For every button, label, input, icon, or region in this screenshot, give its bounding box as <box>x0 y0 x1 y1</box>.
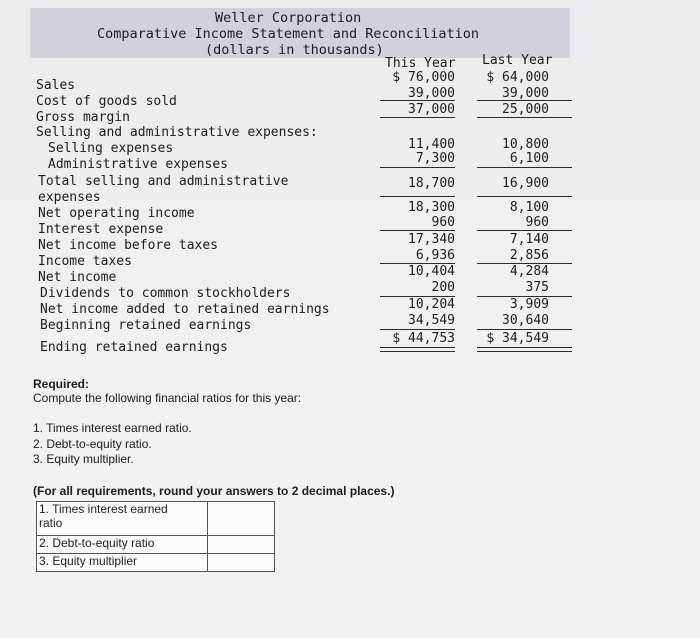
last-year-value: 6,100 <box>509 151 549 166</box>
row-label: Selling expenses <box>48 141 174 156</box>
this-year-value: 17,340 <box>408 232 455 247</box>
rounding-note: (For all requirements, round your answers to 2 decimal places.) <box>33 484 395 498</box>
this-year-value: 37,000 <box>408 102 455 117</box>
double-rule-this-ending <box>380 347 455 352</box>
rule-this-dividends <box>380 296 455 297</box>
rule-last-dividends <box>477 296 572 297</box>
row-label: Total selling and administrative <box>38 174 289 189</box>
required-item-3: 3. Equity multiplier. <box>33 452 134 466</box>
debt-to-equity-input[interactable] <box>208 536 275 554</box>
answer-label-line1: 1. Times interest earned <box>39 502 168 516</box>
times-interest-earned-input[interactable] <box>208 502 275 536</box>
last-year-value: 960 <box>525 215 549 230</box>
answer-label-debt-to-equity: 2. Debt-to-equity ratio <box>37 536 208 554</box>
rule-this-total <box>380 196 455 197</box>
last-year-value: 25,000 <box>502 102 549 117</box>
this-year-value: 6,936 <box>415 248 455 263</box>
company-name: Weller Corporation <box>215 10 362 26</box>
required-item-2: 2. Debt-to-equity ratio. <box>33 437 152 451</box>
this-year-value: 34,549 <box>408 313 455 328</box>
last-year-value: $ 64,000 <box>486 70 549 85</box>
rule-this-cogs <box>380 100 455 101</box>
row-label: Net income before taxes <box>38 238 219 253</box>
rule-this-admin <box>380 167 455 168</box>
this-year-value: 11,400 <box>408 137 455 152</box>
answer-row-times-interest <box>37 502 275 536</box>
row-label: expenses <box>38 190 101 205</box>
required-instruction: Compute the following financial ratios for this year: <box>33 391 302 405</box>
last-year-value: 7,140 <box>509 232 549 247</box>
this-year-value: $ 44,753 <box>392 331 455 346</box>
rule-last-interest <box>477 230 572 231</box>
row-label: Net income <box>38 270 117 285</box>
answer-row-debt-to-equity <box>37 536 275 554</box>
row-label: Dividends to common stockholders <box>40 286 291 301</box>
this-year-value: 18,300 <box>408 200 455 215</box>
this-year-value: 10,404 <box>408 264 455 279</box>
row-label: Beginning retained earnings <box>40 318 252 333</box>
answer-label-times-interest <box>37 502 208 536</box>
last-year-value: 3,909 <box>509 297 549 312</box>
row-label: Gross margin <box>36 110 130 125</box>
last-year-value: 39,000 <box>502 86 549 101</box>
last-year-value: 375 <box>525 280 549 295</box>
row-label: Selling and administrative expenses: <box>36 125 318 140</box>
rule-this-beginning <box>380 329 455 330</box>
answer-row-equity-multiplier <box>37 554 275 572</box>
column-header-this-year: This Year <box>385 56 456 71</box>
row-label: Net income added to retained earnings <box>40 302 330 317</box>
rule-this-interest <box>380 230 455 231</box>
this-year-value: 10,204 <box>408 297 455 312</box>
rule-last-cogs <box>477 100 572 101</box>
row-label: Net operating income <box>38 206 195 221</box>
this-year-value: 960 <box>431 215 455 230</box>
last-year-value: 10,800 <box>502 137 549 152</box>
this-year-value: 7,300 <box>415 151 455 166</box>
rule-last-admin <box>477 167 572 168</box>
double-rule-last-ending <box>477 347 572 352</box>
last-year-value: $ 34,549 <box>486 331 549 346</box>
row-label: Administrative expenses <box>48 157 229 172</box>
this-year-value: 200 <box>431 280 455 295</box>
row-label: Ending retained earnings <box>40 340 228 355</box>
this-year-value: $ 76,000 <box>392 70 455 85</box>
units-note: (dollars in thousands) <box>205 42 384 58</box>
last-year-value: 8,100 <box>509 200 549 215</box>
last-year-value: 4,284 <box>509 264 549 279</box>
this-year-value: 39,000 <box>408 86 455 101</box>
row-label: Interest expense <box>38 222 164 237</box>
required-item-1: 1. Times interest earned ratio. <box>33 421 192 435</box>
rule-last-total <box>477 196 572 197</box>
answer-label-line2: ratio <box>39 516 63 530</box>
last-year-value: 2,856 <box>509 248 549 263</box>
row-label: Income taxes <box>38 254 132 269</box>
this-year-value: 18,700 <box>408 176 455 191</box>
last-year-value: 30,640 <box>502 313 549 328</box>
rule-last-taxes <box>477 263 572 264</box>
column-header-last-year: Last Year <box>482 53 553 68</box>
rule-this-gross <box>380 117 455 118</box>
rule-this-taxes <box>380 263 455 264</box>
equity-multiplier-input[interactable] <box>208 554 275 572</box>
statement-title: Comparative Income Statement and Reconciliation <box>97 26 480 42</box>
rule-last-beginning <box>477 329 572 330</box>
answer-table <box>36 501 275 573</box>
row-label: Sales <box>36 78 76 93</box>
rule-last-gross <box>477 117 572 118</box>
required-heading: Required: <box>33 377 90 391</box>
last-year-value: 16,900 <box>502 176 549 191</box>
answer-label-equity-multiplier: 3. Equity multiplier <box>37 554 208 572</box>
row-label: Cost of goods sold <box>36 94 177 109</box>
